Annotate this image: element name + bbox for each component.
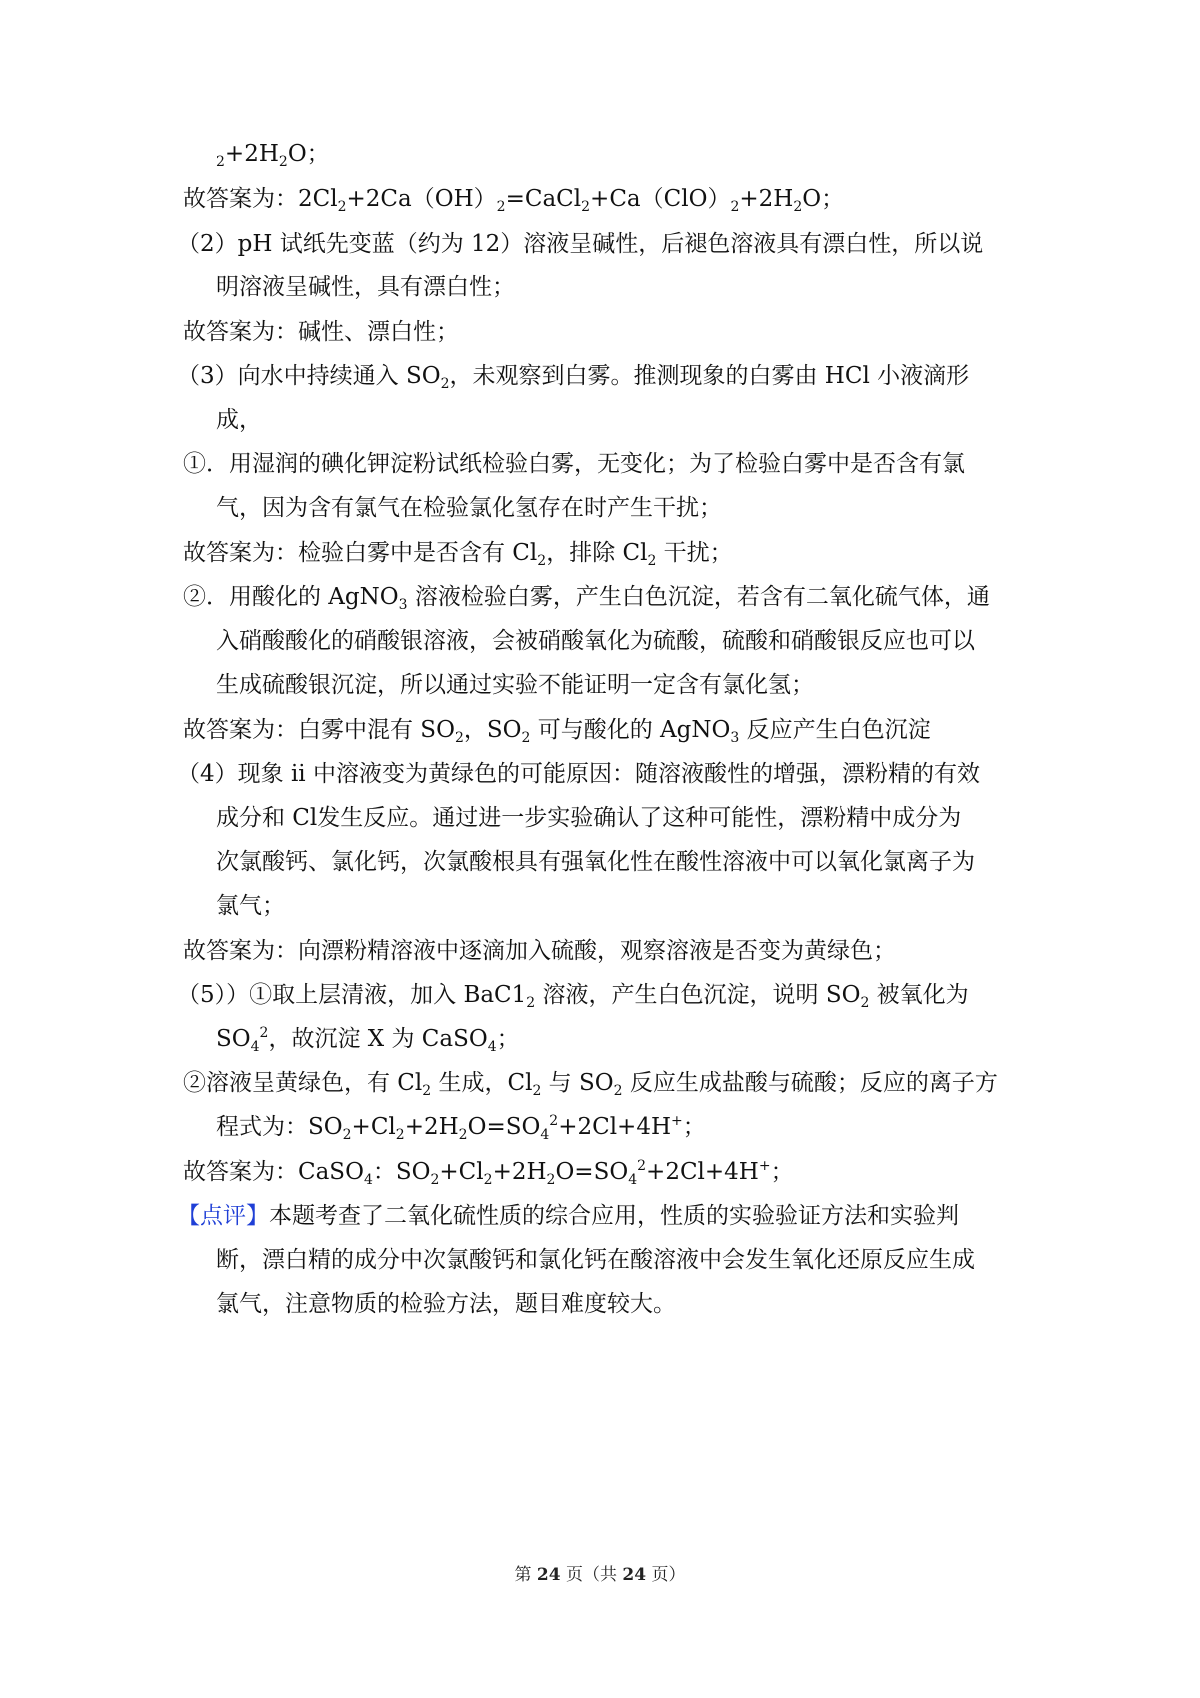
text-line	[216, 1289, 1076, 1319]
text-run: 发生反应。通过进一步实验确认了这种可能性，漂粉精中成分为	[317, 805, 962, 831]
text-run: 故答案为：2Cl	[183, 186, 338, 212]
text-line	[216, 891, 1076, 921]
line-text	[183, 1068, 998, 1098]
text-run: +2H	[404, 1114, 459, 1140]
text-line	[216, 272, 1076, 302]
line-text	[183, 449, 965, 479]
text-line	[216, 670, 1076, 700]
text-run: +2Cl	[646, 1159, 705, 1185]
text-run: 生成，Cl	[431, 1070, 533, 1096]
text-run: +4H	[704, 1159, 759, 1185]
line-text	[183, 538, 733, 568]
subscript: 4	[487, 1039, 497, 1055]
text-run: O=SO	[555, 1159, 629, 1185]
subscript: 2	[581, 199, 591, 215]
subscript: 2	[422, 1083, 432, 1099]
subscript: 2	[483, 1172, 493, 1188]
line-text	[216, 803, 961, 833]
text-run: ，未观察到白雾。推测现象的白雾由 HCl 小液滴形	[449, 363, 970, 389]
text-run: 成，	[216, 407, 262, 433]
text-run: 反应生成盐酸与硫酸；反应的离子方	[622, 1070, 998, 1096]
text-run: 明溶液呈碱性，具有漂白性；	[216, 274, 515, 300]
subscript: 4	[628, 1172, 638, 1188]
footer-middle: 页（共	[560, 1565, 623, 1585]
text-run: 断，漂白精的成分中次氯酸钙和氯化钙在酸溶液中会发生氧化还原反应生成	[216, 1247, 975, 1273]
text-run: 被氧化为	[869, 982, 969, 1008]
text-line	[177, 980, 1037, 1010]
subscript: 2	[496, 199, 506, 215]
text-run: 干扰；	[656, 540, 733, 566]
text-run: 氯气；	[216, 893, 285, 919]
text-line	[216, 405, 1076, 435]
text-run: ；	[682, 1114, 706, 1140]
text-run: （3）向水中持续通入 SO	[177, 363, 441, 389]
line-text	[183, 936, 896, 966]
text-line	[216, 1024, 1076, 1054]
subscript: 2	[526, 995, 536, 1011]
footer-suffix: 页）	[646, 1565, 686, 1585]
text-run: =CaCl	[505, 186, 582, 212]
subscript: 2	[647, 553, 657, 569]
line-text	[183, 582, 990, 612]
text-line	[183, 538, 1043, 568]
subscript: 2	[430, 1172, 440, 1188]
text-run: ②．用酸化的 AgNO	[183, 584, 399, 610]
text-run: 与 SO	[541, 1070, 614, 1096]
text-run: 生成硫酸银沉淀，所以通过实验不能证明一定含有氯化氢；	[216, 672, 814, 698]
line-text	[183, 715, 931, 745]
text-run: 次氯酸钙、氯化钙，次氯酸根具有强氧化性在酸性溶液中可以氧化氯离子为	[216, 849, 975, 875]
comment-label: 【点评】	[177, 1203, 269, 1229]
line-text	[216, 891, 285, 921]
text-run: ；	[496, 1026, 520, 1052]
text-run: 可与酸化的 AgNO	[530, 717, 731, 743]
text-run: ：SO	[372, 1159, 431, 1185]
superscript: +	[758, 1158, 771, 1174]
text-run: O；	[287, 141, 330, 167]
subscript: 2	[337, 199, 347, 215]
text-run: 故答案为：CaSO	[183, 1159, 364, 1185]
text-line	[177, 1201, 1037, 1231]
superscript: 2	[637, 1158, 647, 1174]
subscript: 2	[546, 1172, 556, 1188]
line-text	[183, 184, 844, 214]
text-line	[183, 317, 1043, 347]
subscript: 2	[532, 1083, 542, 1099]
text-line	[177, 361, 1037, 391]
text-run: 故答案为：碱性、漂白性；	[183, 319, 459, 345]
superscript: 2	[549, 1113, 559, 1129]
current-page-number: 24	[536, 1565, 561, 1585]
text-run: ，SO	[463, 717, 522, 743]
line-text	[216, 272, 515, 302]
text-run: 故答案为：检验白雾中是否含有 Cl	[183, 540, 538, 566]
line-text	[177, 229, 983, 259]
text-run: +2Cl	[558, 1114, 618, 1140]
subscript: 2	[458, 1127, 468, 1143]
subscript: 2	[613, 1083, 623, 1099]
text-run: 气，因为含有氯气在检验氯化氢存在时产生干扰；	[216, 495, 722, 521]
text-line	[177, 759, 1037, 789]
subscript: 2	[454, 730, 464, 746]
line-text	[183, 1157, 794, 1187]
text-line	[216, 626, 1076, 656]
line-text	[216, 626, 975, 656]
text-run: （5））①取上层清液，加入 BaC1	[177, 982, 527, 1008]
footer-prefix: 第	[514, 1565, 537, 1585]
line-text	[177, 361, 969, 391]
subscript: 2	[342, 1127, 352, 1143]
subscript: 2	[395, 1127, 405, 1143]
text-line	[183, 1157, 1043, 1187]
text-run: （4）现象 ii 中溶液变为黄绿色的可能原因：随溶液酸性的增强，漂粉精的有效	[177, 761, 980, 787]
page-footer	[0, 1560, 1200, 1585]
text-line	[216, 1245, 1076, 1275]
line-text	[216, 139, 330, 169]
line-text	[177, 980, 969, 1010]
text-line	[183, 1068, 1043, 1098]
text-run: +Cl	[439, 1159, 484, 1185]
text-run: 故答案为：向漂粉精溶液中逐滴加入硫酸，观察溶液是否变为黄绿色；	[183, 938, 896, 964]
text-line	[183, 582, 1043, 612]
text-run: 本题考查了二氧化硫性质的综合应用，性质的实验验证方法和实验判	[269, 1203, 959, 1229]
text-run: +2H	[492, 1159, 547, 1185]
text-run: +4H	[617, 1114, 672, 1140]
line-text	[216, 847, 975, 877]
line-text	[216, 405, 262, 435]
line-text	[177, 1201, 959, 1231]
text-line	[183, 715, 1043, 745]
text-run: O=SO	[467, 1114, 541, 1140]
subscript: 4	[540, 1127, 550, 1143]
text-run: ，故沉淀 X 为 CaSO	[268, 1026, 488, 1052]
subscript: 2	[860, 995, 870, 1011]
line-text	[216, 1024, 520, 1054]
text-run: +2H	[224, 141, 279, 167]
text-line	[216, 493, 1076, 523]
line-text	[216, 670, 814, 700]
text-run: 故答案为：白雾中混有 SO	[183, 717, 455, 743]
line-text	[177, 759, 980, 789]
text-line	[183, 936, 1043, 966]
subscript: 3	[730, 730, 740, 746]
line-text	[216, 1245, 975, 1275]
line-text	[216, 1289, 676, 1319]
text-line	[216, 847, 1076, 877]
text-run: ，排除 Cl	[546, 540, 648, 566]
text-run: 反应产生白色沉淀	[739, 717, 931, 743]
text-line	[183, 184, 1043, 214]
line-text	[216, 493, 722, 523]
text-run: +Ca（ClO）	[590, 186, 731, 212]
text-run: 入硝酸酸化的硝酸银溶液，会被硝酸氧化为硫酸，硫酸和硝酸银反应也可以	[216, 628, 975, 654]
text-run: 溶液检验白雾，产生白色沉淀，若含有二氧化硫气体，通	[407, 584, 990, 610]
subscript: 2	[537, 553, 547, 569]
text-line	[183, 449, 1043, 479]
text-run: 程式为：SO	[216, 1114, 343, 1140]
text-run: 氯气，注意物质的检验方法，题目难度较大。	[216, 1291, 676, 1317]
text-run: 溶液，产生白色沉淀，说明 SO	[535, 982, 861, 1008]
line-text	[183, 317, 459, 347]
subscript: 2	[793, 199, 803, 215]
superscript: 2	[259, 1025, 269, 1041]
text-run: +2H	[739, 186, 794, 212]
text-run: ①．用湿润的碘化钾淀粉试纸检验白雾，无变化；为了检验白雾中是否含有氯	[183, 451, 965, 477]
subscript: 4	[363, 1172, 373, 1188]
text-run: ；	[770, 1159, 794, 1185]
subscript: 4	[250, 1039, 260, 1055]
subscript: 2	[440, 376, 450, 392]
text-run: O；	[802, 186, 845, 212]
subscript: 2	[216, 154, 225, 170]
subscript: 3	[398, 597, 408, 613]
text-run: 成分和 Cl	[216, 805, 318, 831]
text-line	[216, 139, 1076, 169]
superscript: +	[671, 1113, 683, 1129]
text-line	[216, 803, 1076, 833]
text-line	[216, 1112, 1076, 1142]
text-run: ②溶液呈黄绿色，有 Cl	[183, 1070, 423, 1096]
subscript: 2	[521, 730, 531, 746]
text-run: +2Ca（OH）	[346, 186, 497, 212]
subscript: 2	[278, 154, 288, 170]
subscript: 2	[730, 199, 740, 215]
total-page-number: 24	[622, 1565, 647, 1585]
text-run: SO	[216, 1026, 251, 1052]
text-run: +Cl	[351, 1114, 396, 1140]
text-line	[177, 229, 1037, 259]
line-text	[216, 1112, 706, 1142]
text-run: （2）pH 试纸先变蓝（约为 12）溶液呈碱性，后褪色溶液具有漂白性，所以说	[177, 231, 984, 257]
